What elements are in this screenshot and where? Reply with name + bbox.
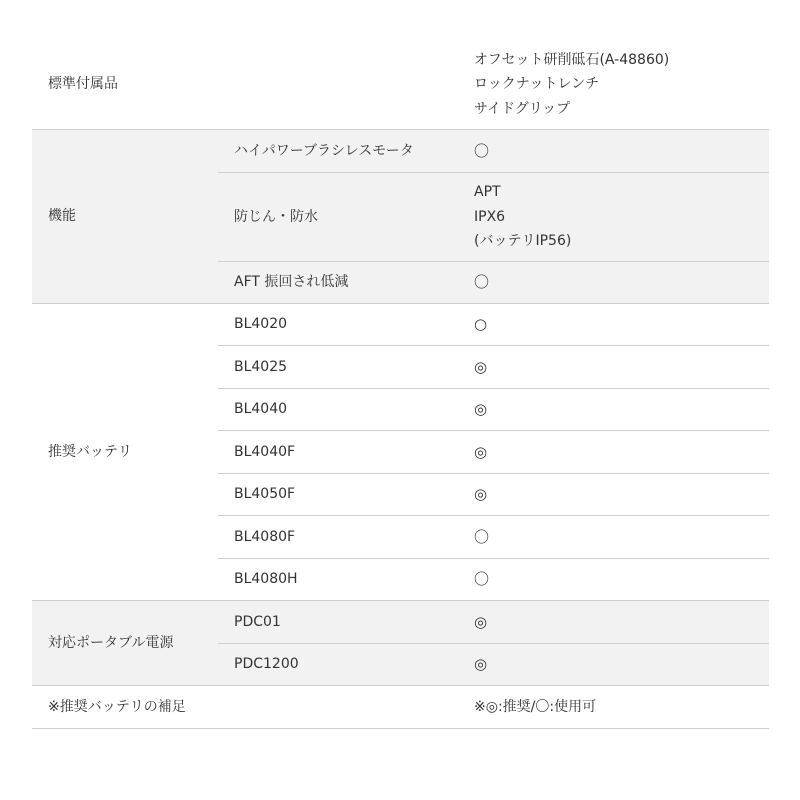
waterproof-value: (バッテリIP56)	[474, 233, 572, 250]
accessory-item: ロックナットレンチ	[474, 76, 600, 93]
portable-power-name: PDC01	[218, 601, 458, 644]
category-accessories: 標準付属品	[32, 40, 458, 130]
category-note: ※推奨バッテリの補足	[32, 686, 458, 729]
battery-value: ◎	[458, 474, 769, 516]
waterproof-value: IPX6	[474, 208, 506, 225]
battery-name: BL4080H	[218, 559, 458, 601]
row-function-motor	[32, 130, 769, 173]
row-portable-power	[32, 601, 769, 644]
accessory-item: オフセット研削砥石(A-48860)	[474, 51, 670, 68]
battery-name: BL4050F	[218, 474, 458, 516]
note-value: ※◎:推奨/〇:使用可	[458, 686, 769, 729]
function-name: AFT 振回され低減	[218, 262, 458, 304]
row-note	[32, 686, 769, 729]
battery-name: BL4040F	[218, 431, 458, 474]
portable-power-value: ◎	[458, 601, 769, 644]
category-portable-power: 対応ポータブル電源	[32, 601, 218, 686]
battery-name: BL4020	[218, 304, 458, 346]
portable-power-name: PDC1200	[218, 644, 458, 686]
value-accessories	[458, 40, 769, 130]
battery-name: BL4080F	[218, 516, 458, 559]
portable-power-value: ◎	[458, 644, 769, 686]
battery-value: ◎	[458, 389, 769, 431]
battery-name: BL4040	[218, 389, 458, 431]
function-value: 〇	[458, 262, 769, 304]
battery-value: 〇	[458, 559, 769, 601]
function-name: 防じん・防水	[218, 173, 458, 262]
battery-value: ◎	[458, 346, 769, 389]
category-battery: 推奨バッテリ	[32, 304, 218, 601]
category-function: 機能	[32, 130, 218, 304]
battery-name: BL4025	[218, 346, 458, 389]
battery-value: 〇	[458, 516, 769, 559]
row-accessories	[32, 40, 769, 130]
waterproof-value: APT	[474, 184, 501, 201]
function-name: ハイパワーブラシレスモータ	[218, 130, 458, 173]
battery-value: ○	[458, 304, 769, 346]
battery-value: ◎	[458, 431, 769, 474]
function-value: 〇	[458, 130, 769, 173]
function-value	[458, 173, 769, 262]
spec-table	[32, 40, 769, 729]
row-battery	[32, 304, 769, 346]
accessory-item: サイドグリップ	[474, 100, 571, 117]
